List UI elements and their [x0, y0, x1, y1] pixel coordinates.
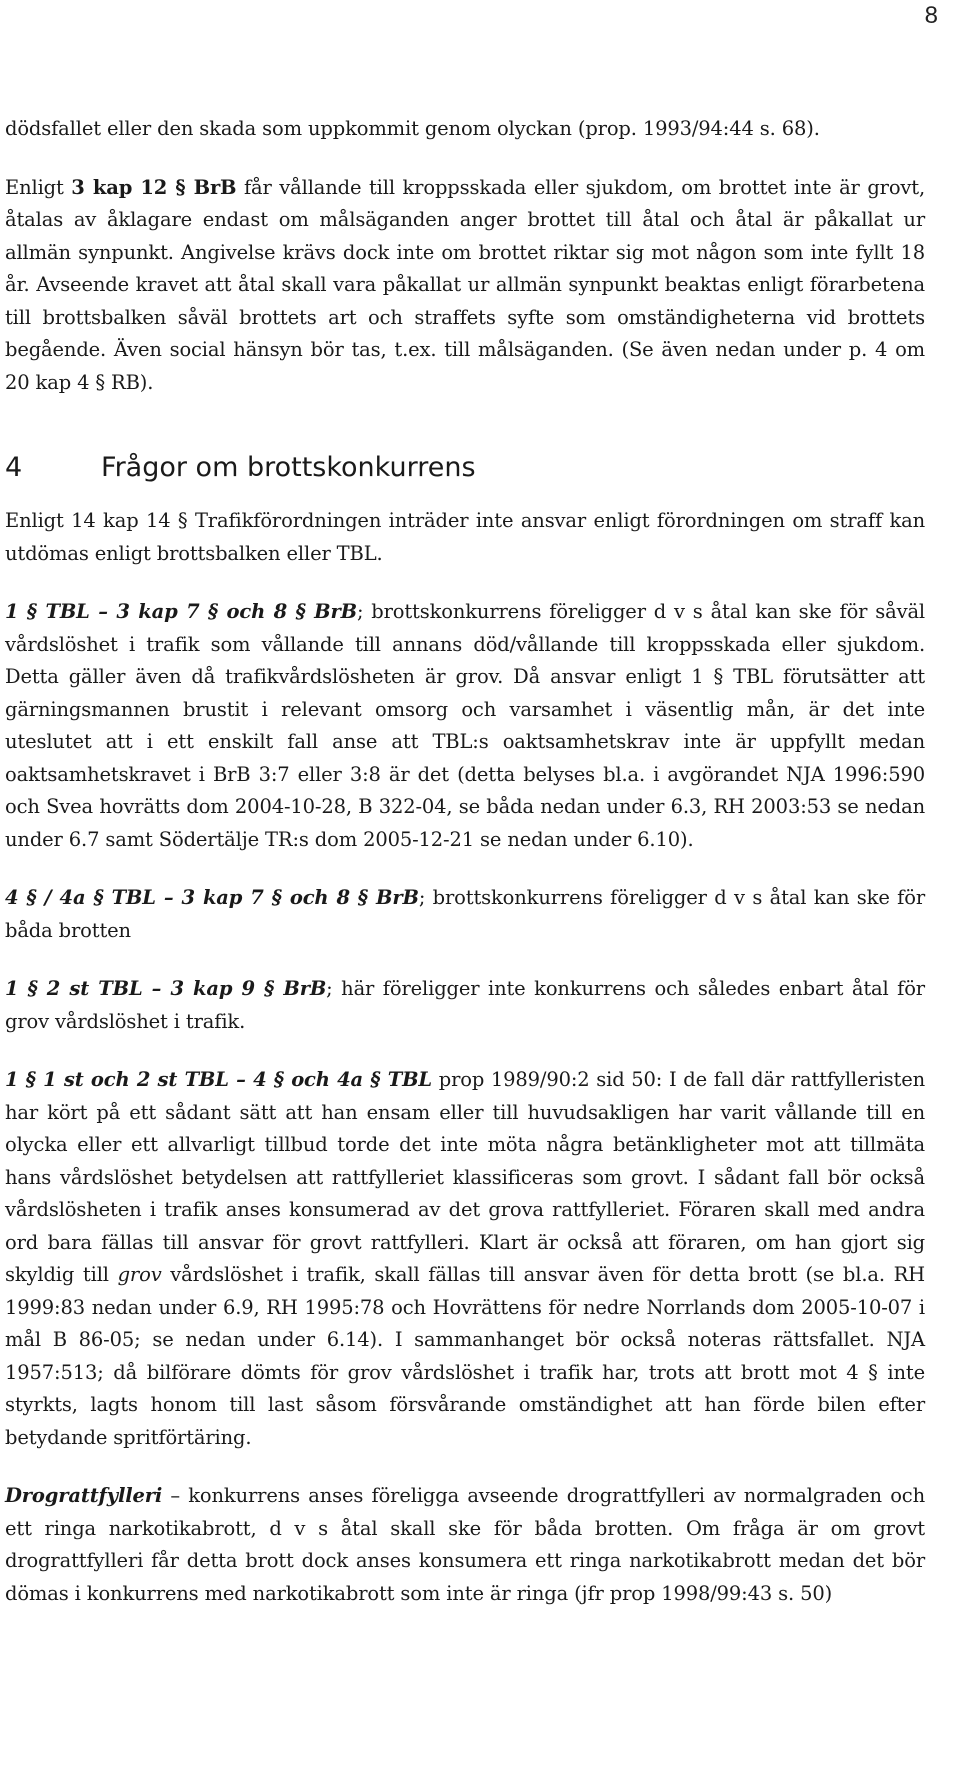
paragraph-drograttfylleri	[5, 1480, 925, 1610]
statute-reference: 1 § 2 st TBL – 3 kap 9 § BrB	[5, 977, 327, 1000]
paragraph-brb-3-12	[5, 172, 925, 400]
statute-reference: 4 § / 4a § TBL – 3 kap 7 § och 8 § BrB	[5, 886, 419, 909]
paragraph-trafikforordningen: Enligt 14 kap 14 § Trafikförordningen inträder inte ansvar enligt förordningen om straff kan utdömas enligt brottsbalken eller TBL.	[5, 509, 925, 565]
paragraph-tbl-rattfylleri	[5, 1064, 925, 1454]
section-number: 4	[5, 452, 23, 483]
term-heading: Drograttfylleri	[5, 1484, 163, 1507]
paragraph-text: ; brottskonkurrens föreligger d v s åtal kan ske för båda brotten	[5, 886, 925, 942]
paragraph-intro: dödsfallet eller den skada som uppkommit genom olyckan (prop. 1993/94:44 s. 68).	[5, 117, 820, 140]
paragraph-text: – konkurrens anses föreligga avseende drograttfylleri av normalgraden och ett ringa narkotikabrott, d v s åtal skall ske för båda brotten. Om fråga är om grovt drograttfylleri får detta brott dock anses konsumera ett ringa narkotikabrott medan det bör dömas i konkurrens med narkotikabrott som inte är ringa (jfr prop 1998/99:43 s. 50)	[5, 1484, 925, 1605]
document-body	[5, 113, 925, 1610]
paragraph-text: ; här föreligger inte konkurrens och således enbart åtal för grov vårdslöshet i trafik.	[5, 977, 925, 1033]
paragraph-text: får vållande till kroppsskada eller sjukdom, om brottet inte är grovt, åtalas av åklagare endast om målsäganden anger brottet till åtal och åtal är påkallat ur allmän synpunkt. Angivelse krävs dock inte om brottet riktar sig mot någon som inte fyllt 18 år. Avseende kravet att åtal skall vara påkallat ur allmän synpunkt beaktas enligt förarbetena till brottsbalken såväl brottets art och straffets syfte som omständigheterna vid brottets begående. Även social hänsyn bör tas, t.ex. till målsäganden. (Se även nedan under p. 4 om 20 kap 4 § RB).	[5, 175, 926, 394]
section-title: Frågor om brottskonkurrens	[101, 452, 476, 483]
paragraph-text: vårdslöshet i trafik, skall fällas till ansvar även för detta brott (se bl.a. RH 1999:83 nedan under 6.9, RH 1995:78 och Hovrättens för nedre Norrlands dom 2005-10-07 i mål B 86-05; se nedan under 6.14). I sammanhanget bör också noteras rättsfallet. NJA 1957:513; då bilförare dömts för grov vårdslöshet i trafik har, trots att brott mot 4 § inte styrkts, lagts honom till last såsom försvårande omständighet att han förde bilen efter betydande spritförtäring.	[5, 1263, 925, 1449]
paragraph-text: ; brottskonkurrens föreligger d v s åtal kan ske för såväl vårdslöshet i trafik som vållande till annans död/vållande till kroppsskada eller sjukdom. Detta gäller även då trafikvårdslösheten är grov. Då ansvar enligt 1 § TBL förutsätter att gärningsmannen brustit i relevant omsorg och varsamhet i väsentlig mån, är det inte uteslutet att i ett enskilt fall anse att TBL:s oaktsamhetskrav inte är uppfyllt medan oaktsamhetskravet i BrB 3:7 eller 3:8 är det (detta belyses bl.a. i avgörandet NJA 1996:590 och Svea hovrätts dom 2004-10-28, B 322-04, se båda nedan under 6.3, RH 2003:53 se nedan under 6.7 samt Södertälje TR:s dom 2005-12-21 se nedan under 6.10).	[5, 600, 926, 851]
page-number: 8	[924, 2, 938, 29]
statute-reference: 1 § 1 st och 2 st TBL – 4 § och 4a § TBL	[5, 1068, 432, 1091]
statute-reference: 3 kap 12 § BrB	[71, 175, 237, 199]
statute-reference: 1 § TBL – 3 kap 7 § och 8 § BrB	[5, 600, 357, 623]
paragraph-tbl1-2st-brb	[5, 973, 925, 1038]
paragraph-tbl4-brb	[5, 882, 925, 947]
paragraph-lead: Enligt	[5, 175, 72, 199]
emphasis-text: grov	[117, 1263, 162, 1286]
section-heading	[5, 451, 925, 485]
paragraph-tbl1-brb	[5, 596, 925, 856]
paragraph-text: prop 1989/90:2 sid 50: I de fall där rattfylleristen har kört på ett sådant sätt att han ensam eller till huvudsakligen har varit vållande till en olycka eller ett allvarligt tillbud torde det inte möta några betänkligheter mot att tillmäta hans vårdslöshet betydelsen att rattfylleriet klassificeras som grovt. I sådant fall bör också vårdslösheten i trafik anses konsumerad av det grova rattfylleriet. Föraren skall med andra ord bara fällas till ansvar för grovt rattfylleri. Klart är också att föraren, om han gjort sig skyldig till	[5, 1068, 925, 1286]
